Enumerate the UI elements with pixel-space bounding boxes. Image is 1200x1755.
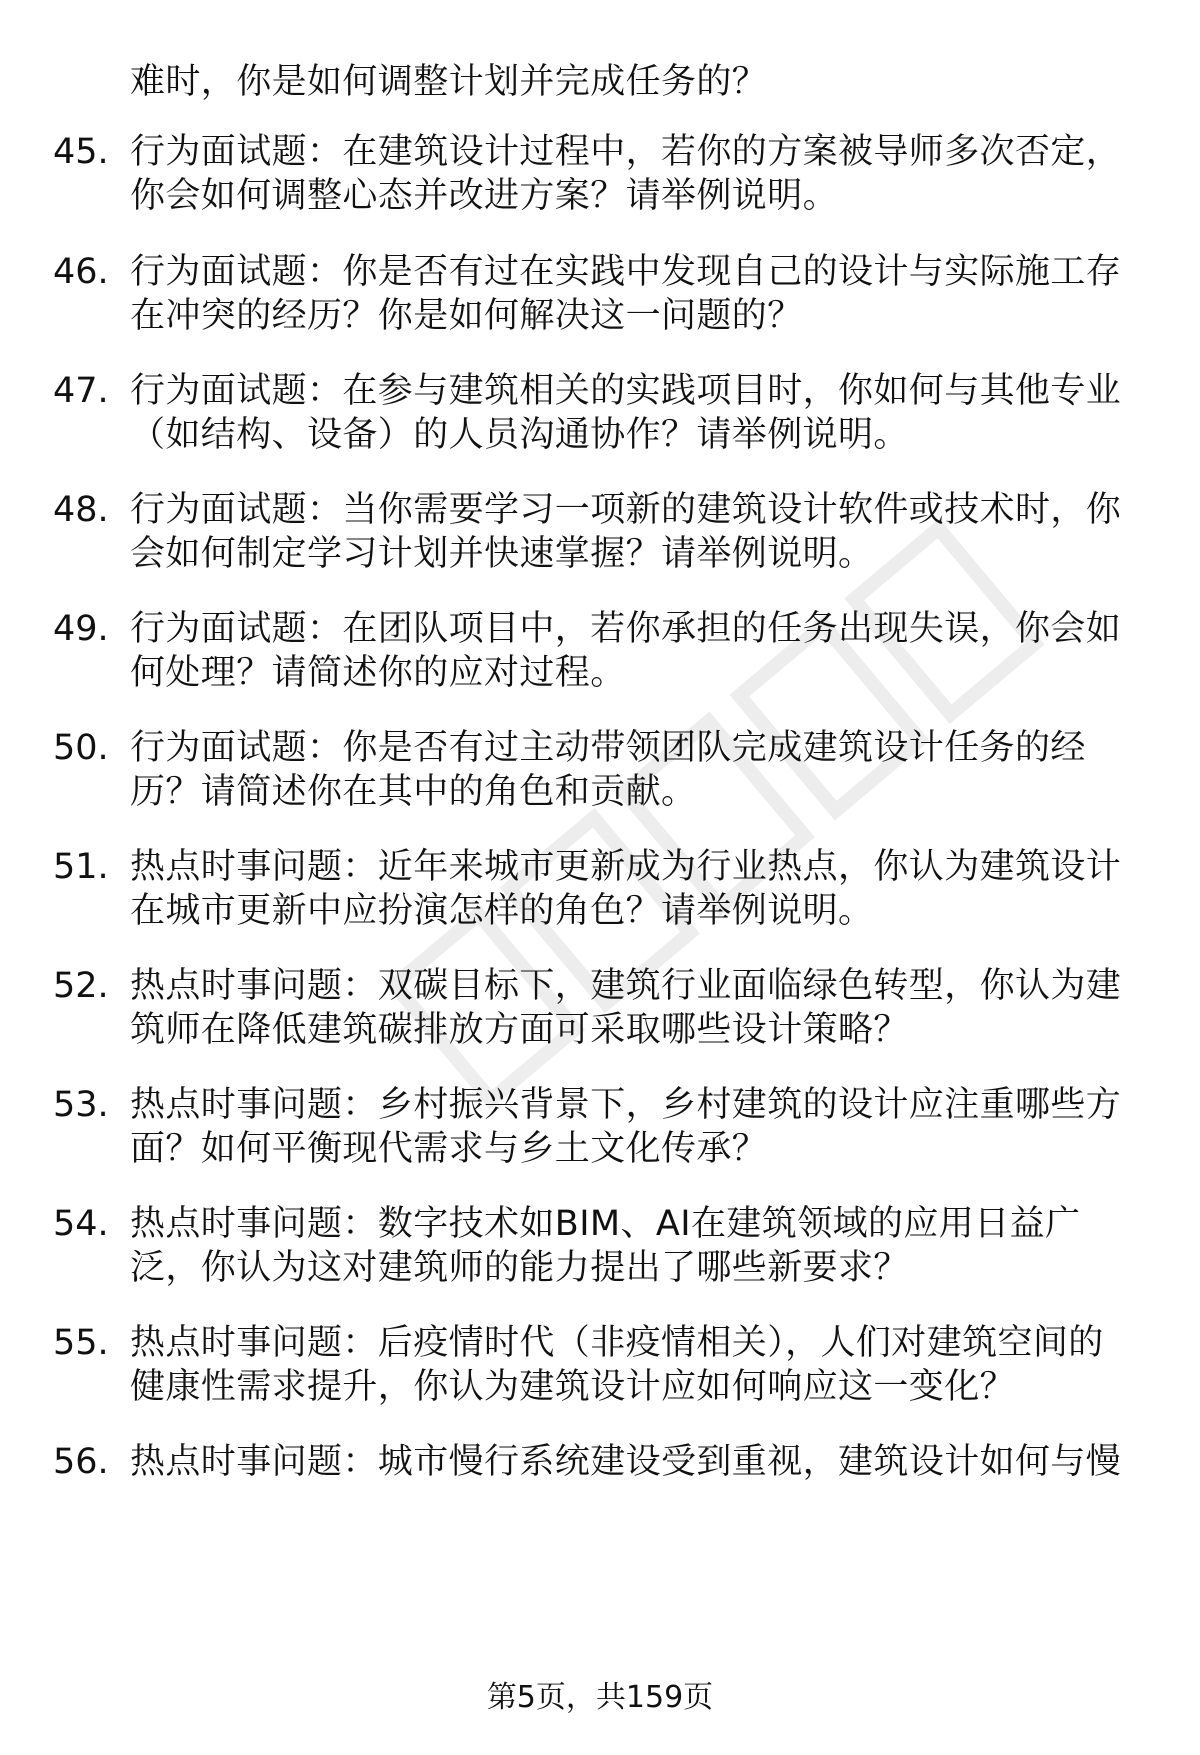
question-text-line2: 筑师在降低建筑碳排放方面可采取哪些设计策略？ bbox=[130, 1010, 909, 1050]
question-number: 49. bbox=[53, 609, 109, 649]
question-text-line2: 会如何制定学习计划并快速掌握？请举例说明。 bbox=[130, 534, 874, 574]
question-text-line2: 面？如何平衡现代需求与乡土文化传承？ bbox=[130, 1129, 768, 1169]
question-text-line1: 热点时事问题：城市慢行系统建设受到重视，建筑设计如何与慢 bbox=[130, 1442, 1122, 1482]
question-text-line2: 泛，你认为这对建筑师的能力提出了哪些新要求？ bbox=[130, 1248, 909, 1288]
question-number: 45. bbox=[53, 132, 109, 172]
question-text-line1: 行为面试题：在参与建筑相关的实践项目时，你如何与其他专业 bbox=[130, 371, 1122, 411]
question-text-line2: 健康性需求提升，你认为建筑设计应如何响应这一变化？ bbox=[130, 1367, 1016, 1407]
question-text-line2: 何处理？请简述你的应对过程。 bbox=[130, 653, 626, 693]
question-text-line1: 热点时事问题：数字技术如BIM、AI在建筑领域的应用日益广 bbox=[130, 1204, 1081, 1244]
question-text-line1: 行为面试题：你是否有过主动带领团队完成建筑设计任务的经 bbox=[130, 728, 1086, 768]
page-footer: 第5页，共159页 bbox=[486, 1680, 714, 1715]
question-text-line2: 历？请简述你在其中的角色和贡献。 bbox=[130, 772, 697, 812]
question-number: 47. bbox=[53, 371, 109, 411]
question-text-line1: 热点时事问题：双碳目标下，建筑行业面临绿色转型，你认为建 bbox=[130, 966, 1122, 1006]
question-text-line2: 在冲突的经历？你是如何解决这一问题的？ bbox=[130, 296, 803, 336]
question-number: 48. bbox=[53, 490, 109, 530]
question-number: 51. bbox=[53, 847, 109, 887]
question-number: 54. bbox=[53, 1204, 109, 1244]
question-text-line1: 行为面试题：你是否有过在实践中发现自己的设计与实际施工存 bbox=[130, 252, 1122, 292]
continuation-line: 难时，你是如何调整计划并完成任务的？ bbox=[130, 62, 768, 102]
question-text-line1: 热点时事问题：近年来城市更新成为行业热点，你认为建筑设计 bbox=[130, 847, 1122, 887]
question-number: 46. bbox=[53, 252, 109, 292]
question-text-line1: 热点时事问题：后疫情时代（非疫情相关），人们对建筑空间的 bbox=[130, 1323, 1104, 1363]
question-text-line1: 热点时事问题：乡村振兴背景下，乡村建筑的设计应注重哪些方 bbox=[130, 1085, 1122, 1125]
question-text-line1: 行为面试题：在团队项目中，若你承担的任务出现失误，你会如 bbox=[130, 609, 1122, 649]
question-text-line2: 在城市更新中应扮演怎样的角色？请举例说明。 bbox=[130, 891, 874, 931]
question-number: 53. bbox=[53, 1085, 109, 1125]
question-number: 52. bbox=[53, 966, 109, 1006]
question-text-line2: （如结构、设备）的人员沟通协作？请举例说明。 bbox=[130, 415, 909, 455]
question-number: 56. bbox=[53, 1442, 109, 1482]
question-number: 50. bbox=[53, 728, 109, 768]
question-text-line1: 行为面试题：当你需要学习一项新的建筑设计软件或技术时，你 bbox=[130, 490, 1122, 530]
question-number: 55. bbox=[53, 1323, 109, 1363]
question-text-line2: 你会如何调整心态并改进方案？请举例说明。 bbox=[130, 176, 839, 216]
question-text-line1: 行为面试题：在建筑设计过程中，若你的方案被导师多次否定， bbox=[130, 132, 1122, 172]
